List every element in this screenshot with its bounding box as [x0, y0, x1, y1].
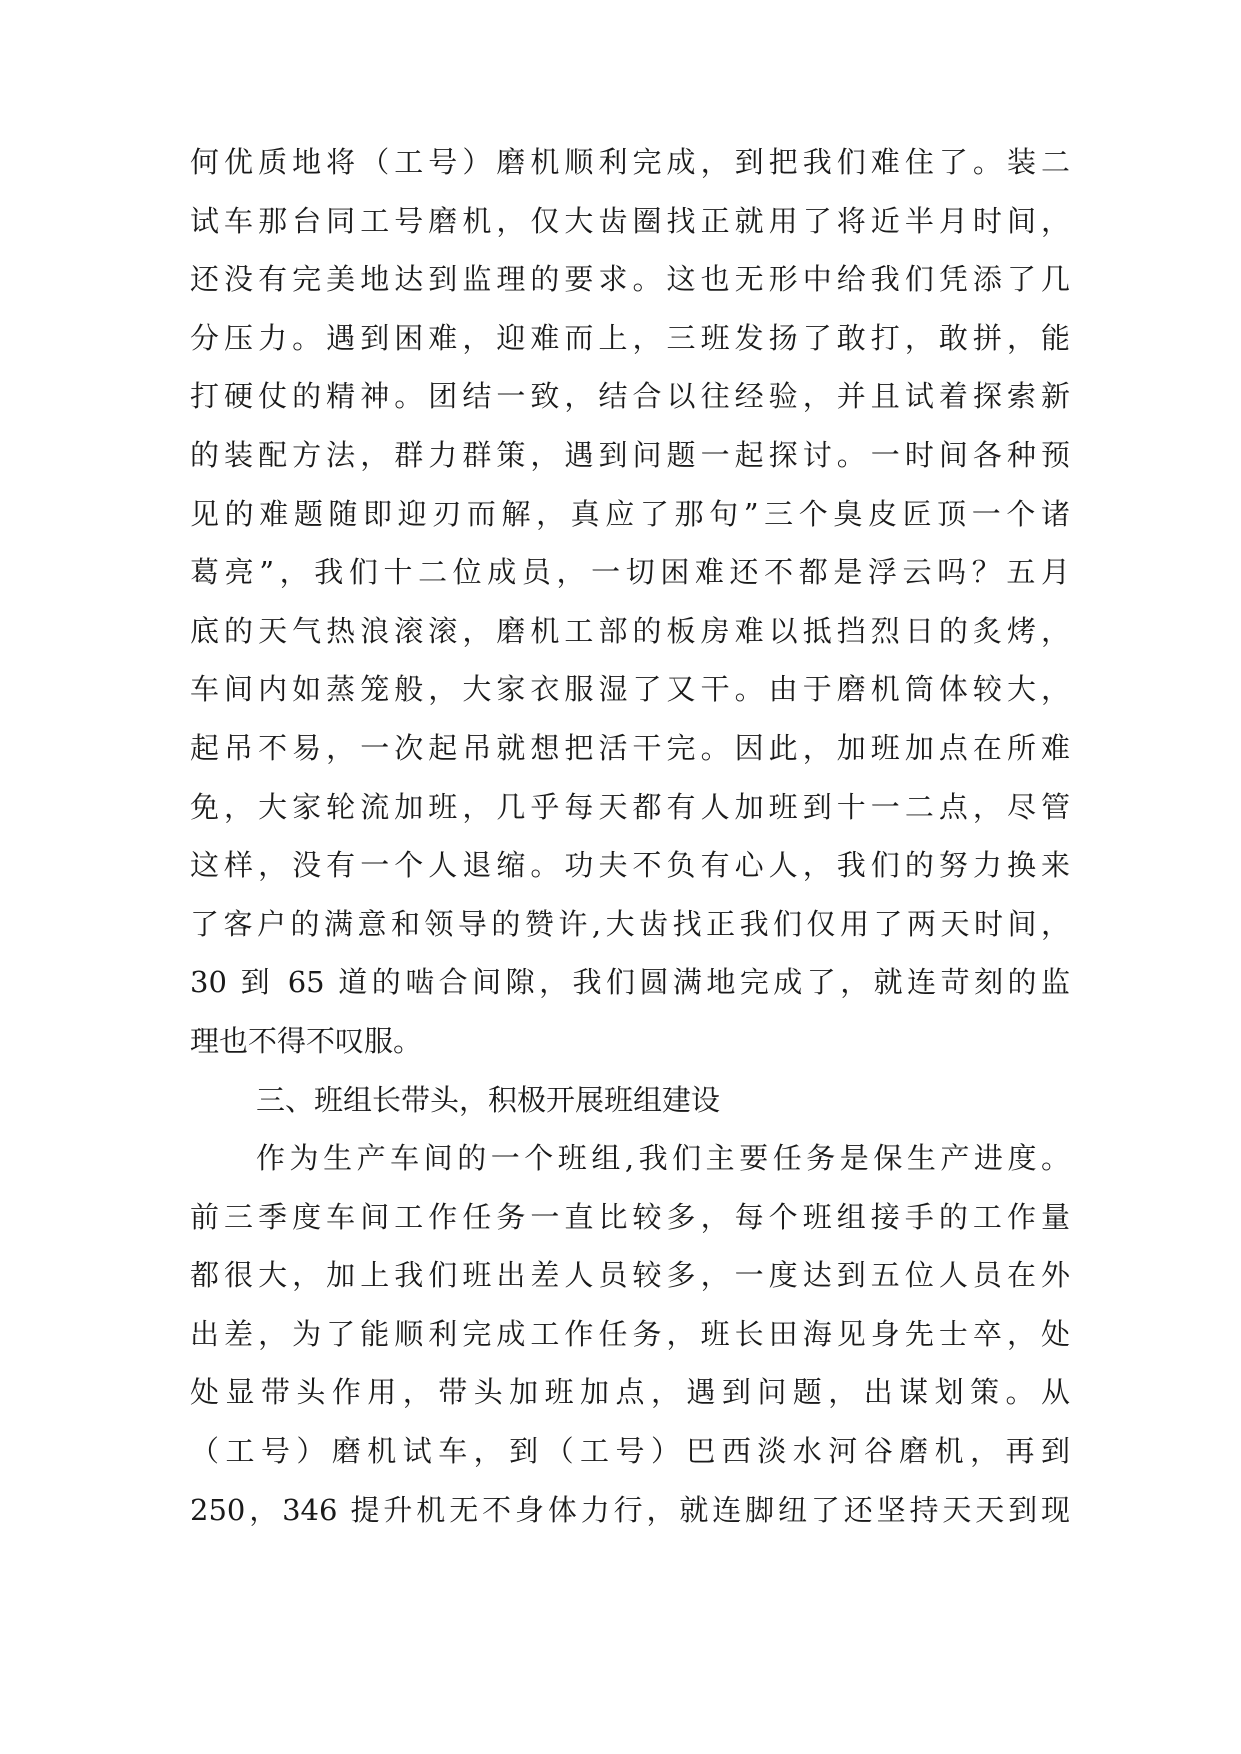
text-line: 了客户的满意和领导的赞许,大齿找正我们仅用了两天时间， — [190, 906, 1070, 941]
text-line: 理也不得不叹服。 — [190, 1023, 423, 1058]
text-line: 免，大家轮流加班，几乎每天都有人加班到十一二点，尽管 — [190, 789, 1070, 824]
section-heading: 三、班组长带头，积极开展班组建设 — [256, 1082, 721, 1117]
text-line: 试车那台同工号磨机，仅大齿圈找正就用了将近半月时间， — [190, 203, 1070, 238]
document-body — [190, 133, 1070, 1539]
text-line: 葛亮”，我们十二位成员，一切困难还不都是浮云吗？五月 — [190, 555, 1070, 590]
text-line: 车间内如蒸笼般，大家衣服湿了又干。由于磨机筒体较大， — [190, 672, 1070, 707]
text-line: 底的天气热浪滚滚，磨机工部的板房难以抵挡烈日的炙烤， — [190, 613, 1070, 648]
text-line: 何优质地将（工号）磨机顺利完成，到把我们难住了。装二 — [190, 145, 1070, 179]
text-line: （工号）磨机试车，到（工号）巴西淡水河谷磨机，再到 — [190, 1434, 1070, 1469]
text-line: 30 到 65 道的啮合间隙，我们圆满地完成了，就连苛刻的监 — [190, 965, 1070, 1000]
text-line: 打硬仗的精神。团结一致，结合以往经验，并且试着探索新 — [190, 379, 1070, 414]
text-line: 出差，为了能顺利完成工作任务，班长田海见身先士卒，处 — [190, 1316, 1070, 1351]
text-line: 处显带头作用，带头加班加点，遇到问题，出谋划策。从 — [190, 1375, 1070, 1410]
text-line: 见的难题随即迎刃而解，真应了那句”三个臭皮匠顶一个诸 — [190, 496, 1070, 531]
text-line: 起吊不易，一次起吊就想把活干完。因此，加班加点在所难 — [190, 730, 1070, 765]
text-line: 这样，没有一个人退缩。功夫不负有心人，我们的努力换来 — [190, 848, 1070, 883]
text-line: 分压力。遇到困难，迎难而上，三班发扬了敢打，敢拼，能 — [190, 320, 1070, 355]
text-line: 的装配方法，群力群策，遇到问题一起探讨。一时间各种预 — [190, 437, 1070, 472]
text-line: 250，346 提升机无不身体力行，就连脚纽了还坚持天天到现 — [190, 1492, 1070, 1527]
text-line: 作为生产车间的一个班组,我们主要任务是保生产进度。 — [256, 1141, 1070, 1176]
text-line: 前三季度车间工作任务一直比较多，每个班组接手的工作量 — [190, 1199, 1070, 1234]
text-line: 还没有完美地达到监理的要求。这也无形中给我们凭添了几 — [190, 262, 1070, 297]
text-line: 都很大，加上我们班出差人员较多，一度达到五位人员在外 — [190, 1258, 1070, 1293]
